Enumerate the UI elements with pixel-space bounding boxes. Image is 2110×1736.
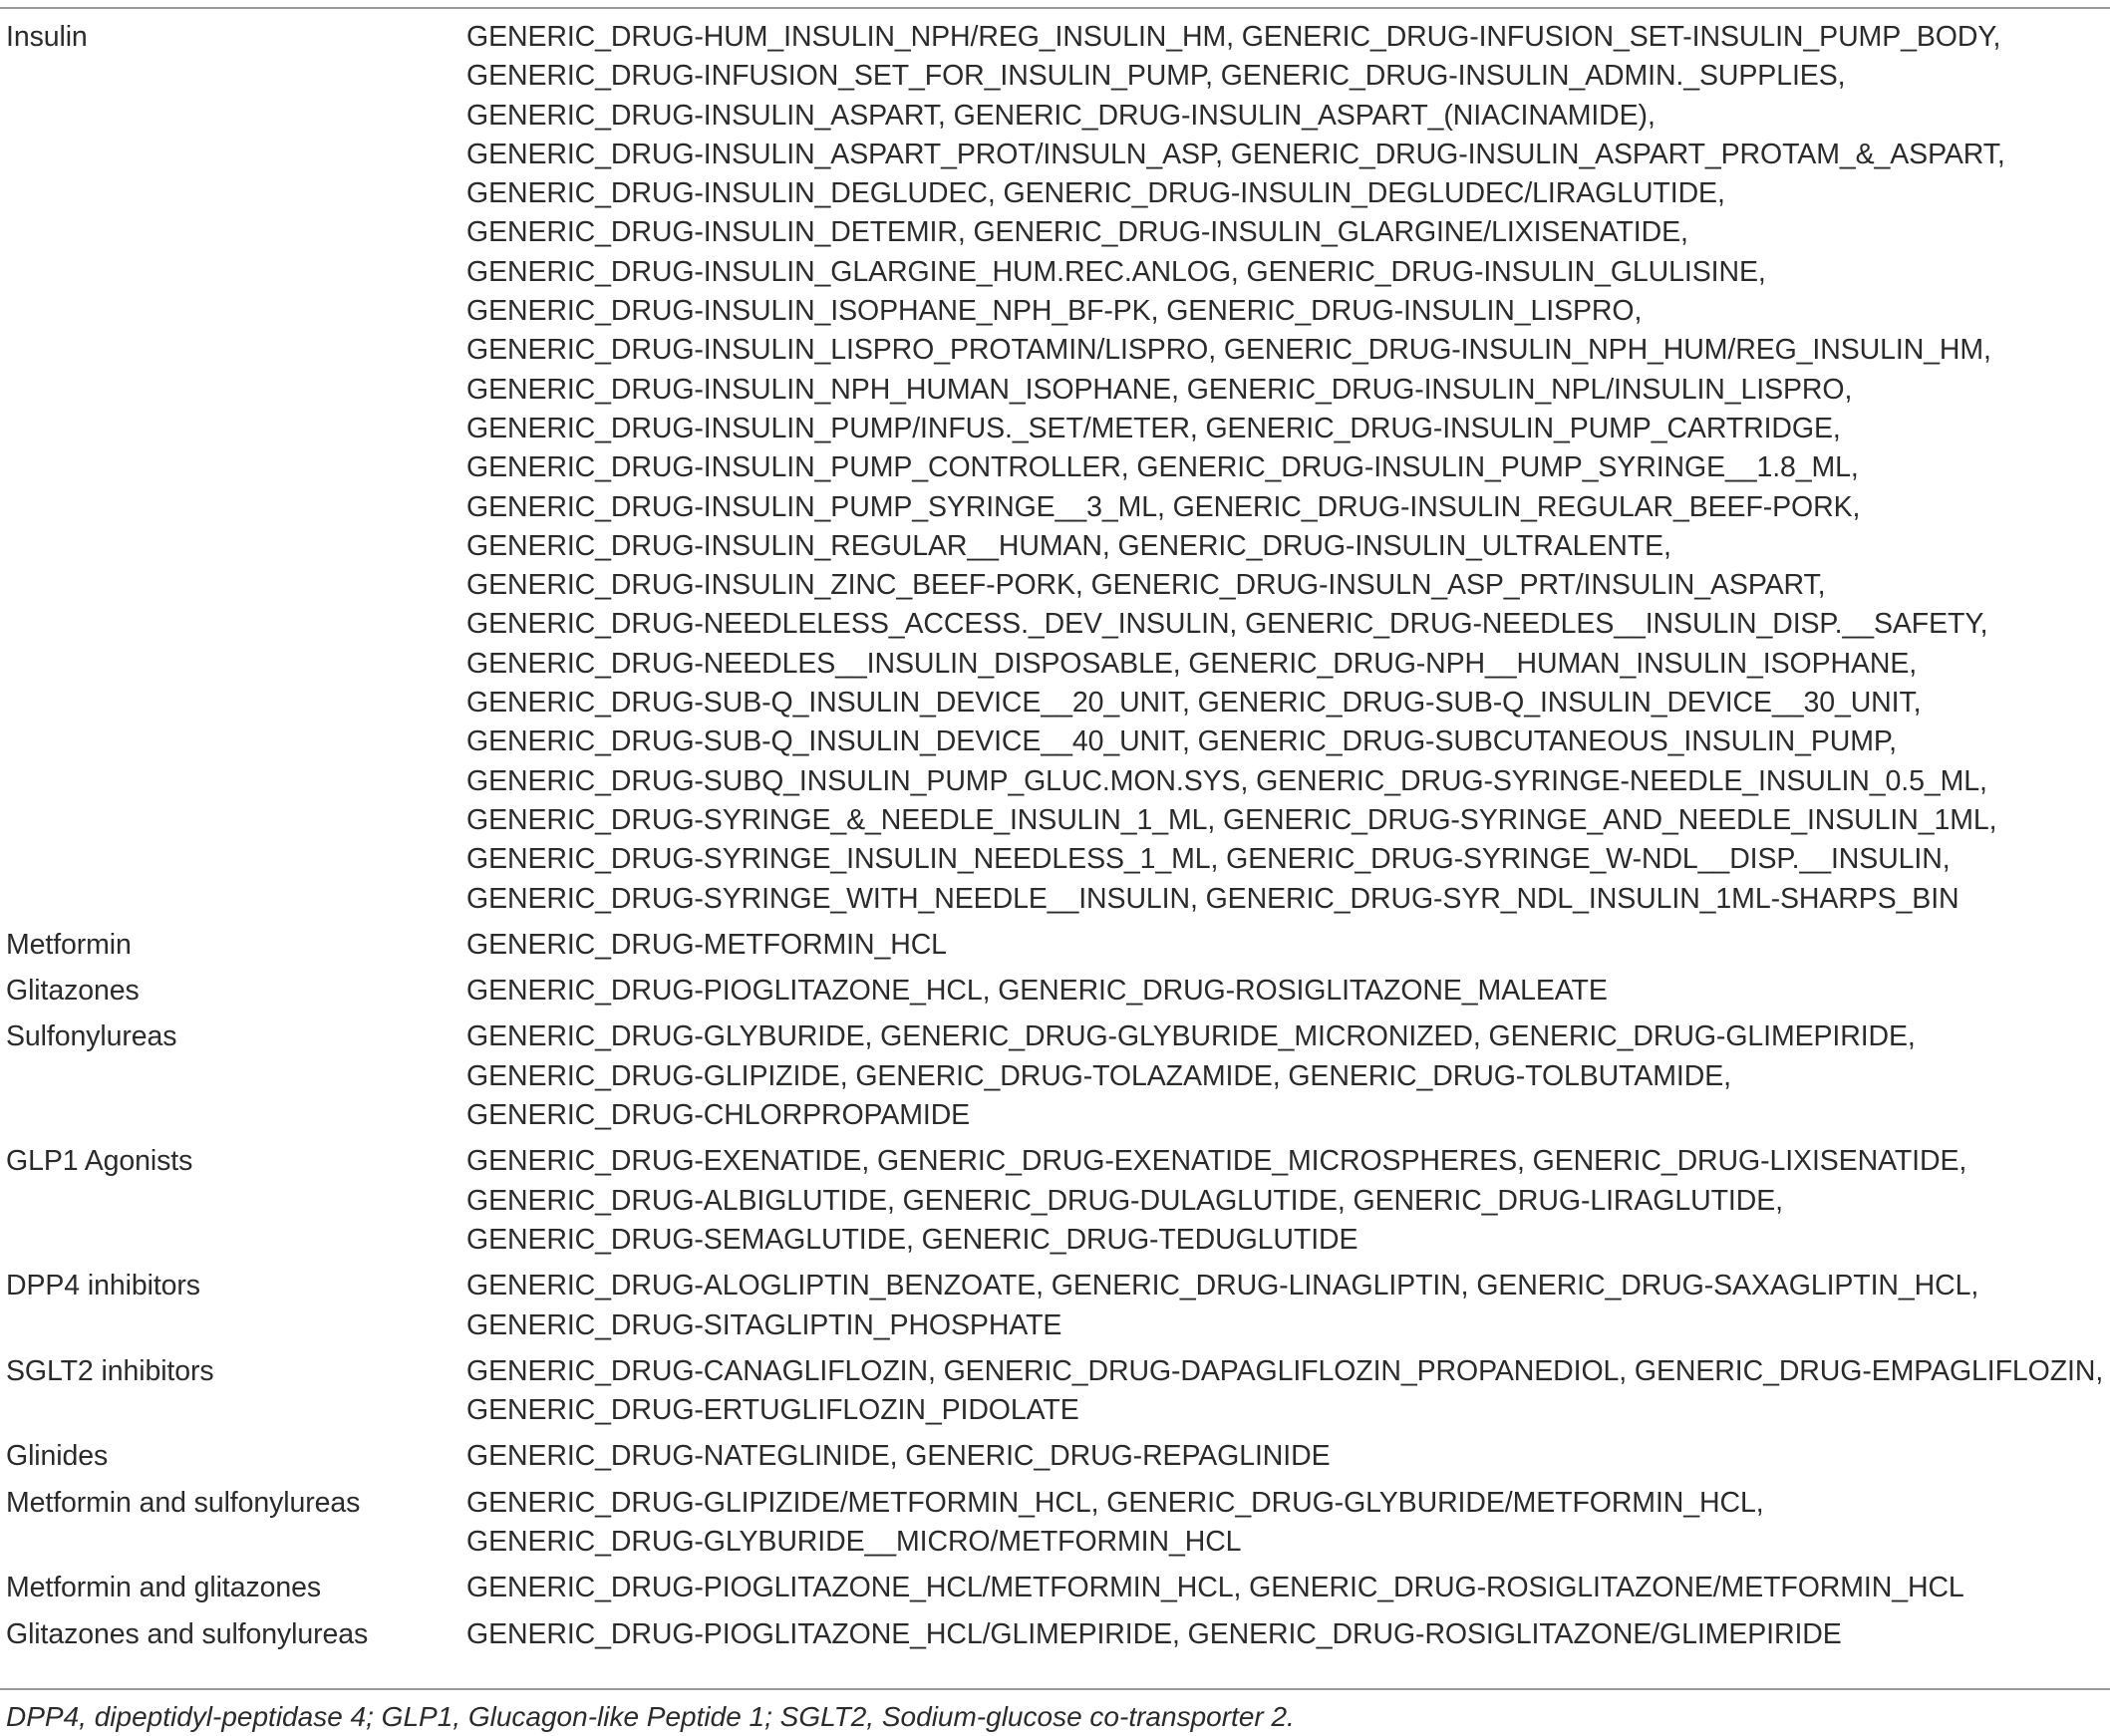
generic-drugs-line: GENERIC_DRUG-METFORMIN_HCL [466,928,947,961]
generic-drugs-line: GENERIC_DRUG-SYRINGE_&_NEEDLE_INSULIN_1_ML, GENERIC_DRUG-SYRINGE_AND_NEEDLE_INSULIN_1ML, [466,803,1997,836]
drug-class-cell: Glitazones [6,975,140,1008]
generic-drugs-line: GENERIC_DRUG-NEEDLES__INSULIN_DISPOSABLE, GENERIC_DRUG-NPH__HUMAN_INSULIN_ISOPHANE, [466,647,1918,680]
drug-class-cell: Insulin [6,21,88,53]
generic-drugs-line: GENERIC_DRUG-INSULIN_LISPRO_PROTAMIN/LISPRO, GENERIC_DRUG-INSULIN_NPH_HUM/REG_INSULIN_HM, [466,334,1991,367]
generic-drugs-line: GENERIC_DRUG-GLYBURIDE, GENERIC_DRUG-GLYBURIDE_MICRONIZED, GENERIC_DRUG-GLIMEPIRIDE, [466,1020,1916,1053]
generic-drugs-cell [462,1017,2110,1142]
drug-class-cell: Sulfonylureas [6,1020,177,1053]
table-top-rule [0,7,2110,9]
drug-table [0,18,2110,1661]
generic-drugs-line: GENERIC_DRUG-SITAGLIPTIN_PHOSPHATE [466,1308,1062,1341]
table-row [0,1142,2110,1267]
generic-drugs-line: GENERIC_DRUG-GLIPIZIDE/METFORMIN_HCL, GENERIC_DRUG-GLYBURIDE/METFORMIN_HCL, [466,1486,1764,1519]
generic-drugs-line: GENERIC_DRUG-PIOGLITAZONE_HCL/GLIMEPIRIDE, GENERIC_DRUG-ROSIGLITAZONE/GLIMEPIRIDE [466,1617,1842,1650]
table-row [0,926,2110,972]
generic-drugs-line: GENERIC_DRUG-SYRINGE_INSULIN_NEEDLESS_1_ML, GENERIC_DRUG-SYRINGE_W-NDL__DISP.__INSULIN, [466,843,1951,876]
generic-drugs-line: GENERIC_DRUG-INSULIN_PUMP_CONTROLLER, GENERIC_DRUG-INSULIN_PUMP_SYRINGE__1.8_ML, [466,451,1859,484]
generic-drugs-cell [462,1142,2110,1267]
generic-drugs-cell [462,926,2110,972]
table-row [0,1352,2110,1438]
generic-drugs-line: GENERIC_DRUG-SUB-Q_INSULIN_DEVICE__20_UNIT, GENERIC_DRUG-SUB-Q_INSULIN_DEVICE__30_UNIT, [466,687,1922,720]
generic-drugs-line: GENERIC_DRUG-CANAGLIFLOZIN, GENERIC_DRUG-DAPAGLIFLOZIN_PROPANEDIOL, GENERIC_DRUG-EMPAGLIFLOZIN, [466,1354,2104,1387]
generic-drugs-line: GENERIC_DRUG-SUBQ_INSULIN_PUMP_GLUC.MON.SYS, GENERIC_DRUG-SYRINGE-NEEDLE_INSULIN_0.5_ML, [466,764,1987,797]
generic-drugs-line: GENERIC_DRUG-INSULIN_ISOPHANE_NPH_BF-PK, GENERIC_DRUG-INSULIN_LISPRO, [466,295,1643,328]
generic-drugs-cell [462,1615,2110,1661]
drug-class-cell: DPP4 inhibitors [6,1270,200,1302]
generic-drugs-line: GENERIC_DRUG-INFUSION_SET_FOR_INSULIN_PUMP, GENERIC_DRUG-INSULIN_ADMIN._SUPPLIES, [466,60,1846,93]
generic-drugs-line: GENERIC_DRUG-INSULIN_PUMP/INFUS._SET/METER, GENERIC_DRUG-INSULIN_PUMP_CARTRIDGE, [466,412,1841,444]
drug-class-cell: Metformin [6,928,132,961]
table-row [0,18,2110,926]
generic-drugs-line: GENERIC_DRUG-INSULIN_REGULAR__HUMAN, GENERIC_DRUG-INSULIN_ULTRALENTE, [466,529,1671,562]
table-row [0,972,2110,1017]
generic-drugs-line: GENERIC_DRUG-INSULIN_PUMP_SYRINGE__3_ML, GENERIC_DRUG-INSULIN_REGULAR_BEEF-PORK, [466,490,1861,523]
generic-drugs-line: GENERIC_DRUG-SYRINGE_WITH_NEEDLE__INSULIN, GENERIC_DRUG-SYR_NDL_INSULIN_1ML-SHARPS_BIN [466,882,1959,915]
drug-class-cell: Metformin and glitazones [6,1572,322,1604]
generic-drugs-cell [462,972,2110,1017]
drug-class-cell: Glinides [6,1440,109,1473]
drug-class-cell: GLP1 Agonists [6,1145,193,1178]
table-footnote: DPP4, dipeptidyl-peptidase 4; GLP1, Glucagon-like Peptide 1; SGLT2, Sodium-glucose co-transporter 2. [6,1701,1295,1732]
generic-drugs-line: GENERIC_DRUG-SEMAGLUTIDE, GENERIC_DRUG-TEDUGLUTIDE [466,1223,1358,1256]
generic-drugs-line: GENERIC_DRUG-INSULIN_ASPART_PROT/INSULN_ASP, GENERIC_DRUG-INSULIN_ASPART_PROTAM_&_ASPART, [466,138,2005,170]
generic-drugs-line: GENERIC_DRUG-INSULIN_ZINC_BEEF-PORK, GENERIC_DRUG-INSULN_ASP_PRT/INSULIN_ASPART, [466,569,1826,602]
generic-drugs-line: GENERIC_DRUG-INSULIN_ASPART, GENERIC_DRUG-INSULIN_ASPART_(NIACINAMIDE), [466,99,1656,132]
generic-drugs-line: GENERIC_DRUG-HUM_INSULIN_NPH/REG_INSULIN_HM, GENERIC_DRUG-INFUSION_SET-INSULIN_PUMP_BODY, [466,21,2001,53]
generic-drugs-line: GENERIC_DRUG-GLYBURIDE__MICRO/METFORMIN_HCL [466,1525,1242,1558]
table-body [0,18,2110,1661]
generic-drugs-line: GENERIC_DRUG-ALOGLIPTIN_BENZOATE, GENERIC_DRUG-LINAGLIPTIN, GENERIC_DRUG-SAXAGLIPTIN_HCL, [466,1270,1979,1302]
table-row [0,1017,2110,1142]
table-row [0,1615,2110,1661]
table-row [0,1437,2110,1483]
generic-drugs-line: GENERIC_DRUG-INSULIN_DETEMIR, GENERIC_DRUG-INSULIN_GLARGINE/LIXISENATIDE, [466,216,1688,249]
drug-class-cell: Glitazones and sulfonylureas [6,1617,369,1650]
generic-drugs-cell [462,1352,2110,1438]
generic-drugs-line: GENERIC_DRUG-INSULIN_NPH_HUMAN_ISOPHANE, GENERIC_DRUG-INSULIN_NPL/INSULIN_LISPRO, [466,373,1853,406]
generic-drugs-cell [462,18,2110,926]
drug-class-cell: Metformin and sulfonylureas [6,1486,361,1519]
table-row [0,1267,2110,1352]
generic-drugs-line: GENERIC_DRUG-INSULIN_DEGLUDEC, GENERIC_DRUG-INSULIN_DEGLUDEC/LIRAGLUTIDE, [466,177,1725,210]
generic-drugs-cell [462,1569,2110,1614]
generic-drugs-line: GENERIC_DRUG-PIOGLITAZONE_HCL, GENERIC_DRUG-ROSIGLITAZONE_MALEATE [466,975,1608,1008]
generic-drugs-line: GENERIC_DRUG-NATEGLINIDE, GENERIC_DRUG-REPAGLINIDE [466,1440,1331,1473]
generic-drugs-line: GENERIC_DRUG-ERTUGLIFLOZIN_PIDOLATE [466,1394,1079,1427]
generic-drugs-line: GENERIC_DRUG-INSULIN_GLARGINE_HUM.REC.ANLOG, GENERIC_DRUG-INSULIN_GLULISINE, [466,255,1766,288]
table-bottom-rule [0,1688,2110,1690]
table-row [0,1569,2110,1614]
table-row [0,1484,2110,1570]
generic-drugs-line: GENERIC_DRUG-EXENATIDE, GENERIC_DRUG-EXENATIDE_MICROSPHERES, GENERIC_DRUG-LIXISENATIDE, [466,1145,1967,1178]
drug-class-cell: SGLT2 inhibitors [6,1354,214,1387]
generic-drugs-line: GENERIC_DRUG-CHLORPROPAMIDE [466,1099,971,1132]
generic-drugs-cell [462,1437,2110,1483]
generic-drugs-line: GENERIC_DRUG-PIOGLITAZONE_HCL/METFORMIN_HCL, GENERIC_DRUG-ROSIGLITAZONE/METFORMIN_HCL [466,1572,1964,1604]
generic-drugs-line: GENERIC_DRUG-ALBIGLUTIDE, GENERIC_DRUG-DULAGLUTIDE, GENERIC_DRUG-LIRAGLUTIDE, [466,1184,1783,1217]
generic-drugs-cell [462,1484,2110,1570]
generic-drugs-line: GENERIC_DRUG-NEEDLELESS_ACCESS._DEV_INSULIN, GENERIC_DRUG-NEEDLES__INSULIN_DISP.__SAFETY, [466,608,1988,641]
generic-drugs-line: GENERIC_DRUG-SUB-Q_INSULIN_DEVICE__40_UNIT, GENERIC_DRUG-SUBCUTANEOUS_INSULIN_PUMP, [466,725,1897,758]
generic-drugs-cell [462,1267,2110,1352]
generic-drugs-line: GENERIC_DRUG-GLIPIZIDE, GENERIC_DRUG-TOLAZAMIDE, GENERIC_DRUG-TOLBUTAMIDE, [466,1059,1731,1092]
